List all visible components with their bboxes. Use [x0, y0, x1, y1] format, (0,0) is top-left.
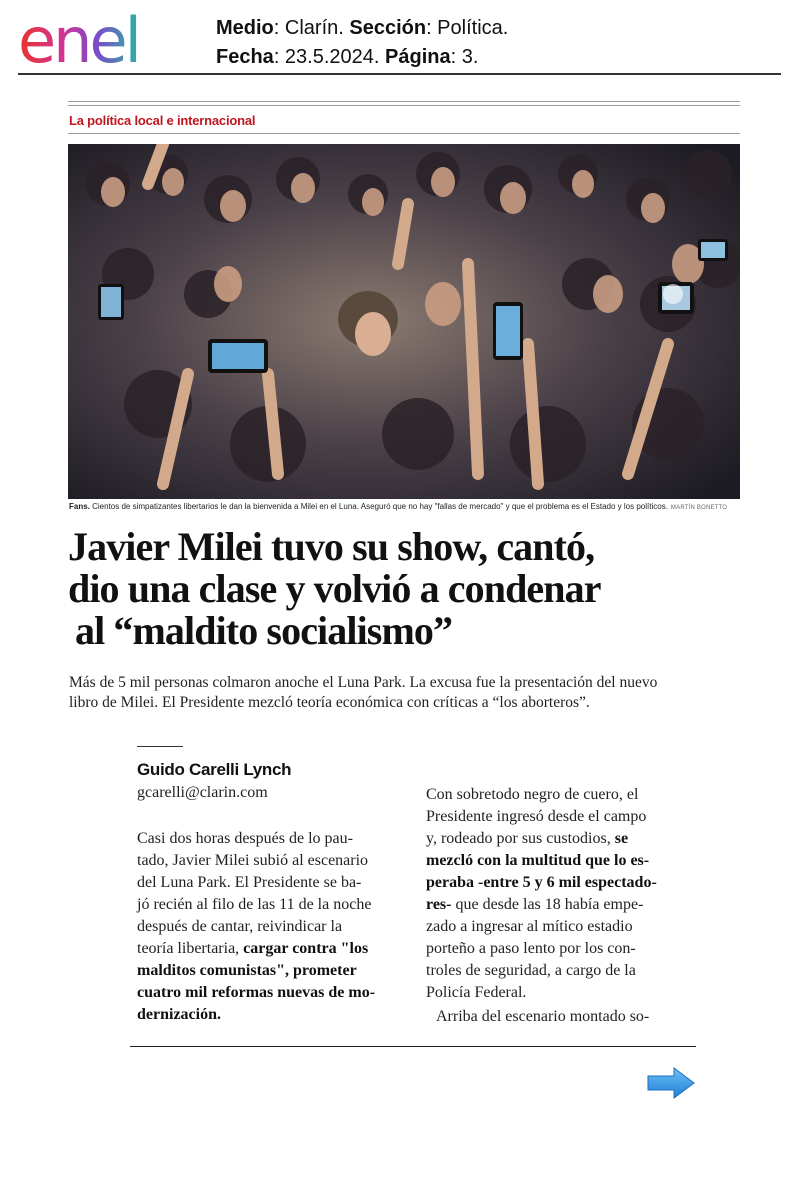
- headline-line-1: Javier Milei tuvo su show, cantó,: [68, 524, 595, 569]
- next-page-arrow-icon[interactable]: [646, 1066, 696, 1100]
- caption-lead: Fans.: [69, 502, 90, 511]
- article-deck: [69, 673, 749, 713]
- article-headline: [68, 526, 758, 652]
- col2-line: y, rodeado por sus custodios, se: [426, 830, 629, 847]
- caption-text: Cientos de simpatizantes libertarios le dan la bienvenida a Milei en el Luna. Aseguró que no hay "fallas de mercado" y que el problema es el Estado y los políticos.: [89, 502, 668, 511]
- article-column-1: [137, 828, 407, 1026]
- col1-line: jó recién al filo de las 11 de la noche: [137, 896, 372, 913]
- crowd-photo: [68, 144, 740, 499]
- col1-line: después de cantar, reivindicar la: [137, 918, 343, 935]
- col2-line: porteño a paso lento por los con-: [426, 940, 636, 957]
- section-label: La política local e internacional: [69, 113, 256, 128]
- article-bottom-rule: [130, 1046, 696, 1047]
- col1-line: tado, Javier Milei subió al escenario: [137, 852, 369, 869]
- enel-logo: [18, 6, 190, 72]
- article-column-2: [426, 784, 696, 1028]
- headline-line-2: dio una clase y volvió a condenar: [68, 566, 601, 611]
- col1-line: teoría libertaria, cargar contra "los: [137, 940, 369, 957]
- col1-line: cuatro mil reformas nuevas de mo-: [137, 984, 376, 1001]
- col2-line: Con sobretodo negro de cuero, el: [426, 786, 639, 803]
- col2-line: Presidente ingresó desde el campo: [426, 808, 647, 825]
- photo-caption: [69, 502, 741, 511]
- col1-line: dernización.: [137, 1006, 221, 1023]
- fecha-line: Fecha: 23.5.2024. Página: 3.: [216, 46, 479, 68]
- byline-rule: [137, 746, 183, 747]
- author-email[interactable]: gcarelli@clarin.com: [137, 784, 268, 801]
- section-top-rule-2: [68, 105, 740, 106]
- col2-line: Policía Federal.: [426, 984, 527, 1001]
- document-metadata: [216, 14, 508, 72]
- deck-line-1: Más de 5 mil personas colmaron anoche el Luna Park. La excusa fue la presentación del nuevo: [69, 674, 658, 691]
- header-divider: [18, 73, 781, 75]
- byline: Guido Carelli Lynch: [137, 760, 292, 779]
- col2-line: res- que desde las 18 había empe-: [426, 896, 644, 913]
- col2-line: mezcló con la multitud que lo es-: [426, 852, 650, 869]
- col2-line: Arriba del escenario montado so-: [436, 1008, 650, 1025]
- photo-credit: MARTÍN BONETTO: [670, 505, 728, 511]
- col2-line: zado a ingresar al mítico estadio: [426, 918, 633, 935]
- headline-line-3: al “maldito socialismo”: [75, 608, 453, 653]
- col1-line: malditos comunistas", prometer: [137, 962, 357, 979]
- section-top-rule: [68, 101, 740, 102]
- col1-line: Casi dos horas después de lo pau-: [137, 830, 353, 847]
- medio-line: Medio: Clarín. Sección: Política.: [216, 17, 509, 39]
- svg-text:enel: enel: [18, 6, 139, 72]
- section-bottom-rule: [68, 133, 740, 134]
- col1-line: del Luna Park. El Presidente se ba-: [137, 874, 362, 891]
- deck-line-2: libro de Milei. El Presidente mezcló teoría económica con críticas a “los aborteros”.: [69, 694, 590, 711]
- col2-line: troles de seguridad, a cargo de la: [426, 962, 636, 979]
- col2-line: peraba -entre 5 y 6 mil espectado-: [426, 874, 657, 891]
